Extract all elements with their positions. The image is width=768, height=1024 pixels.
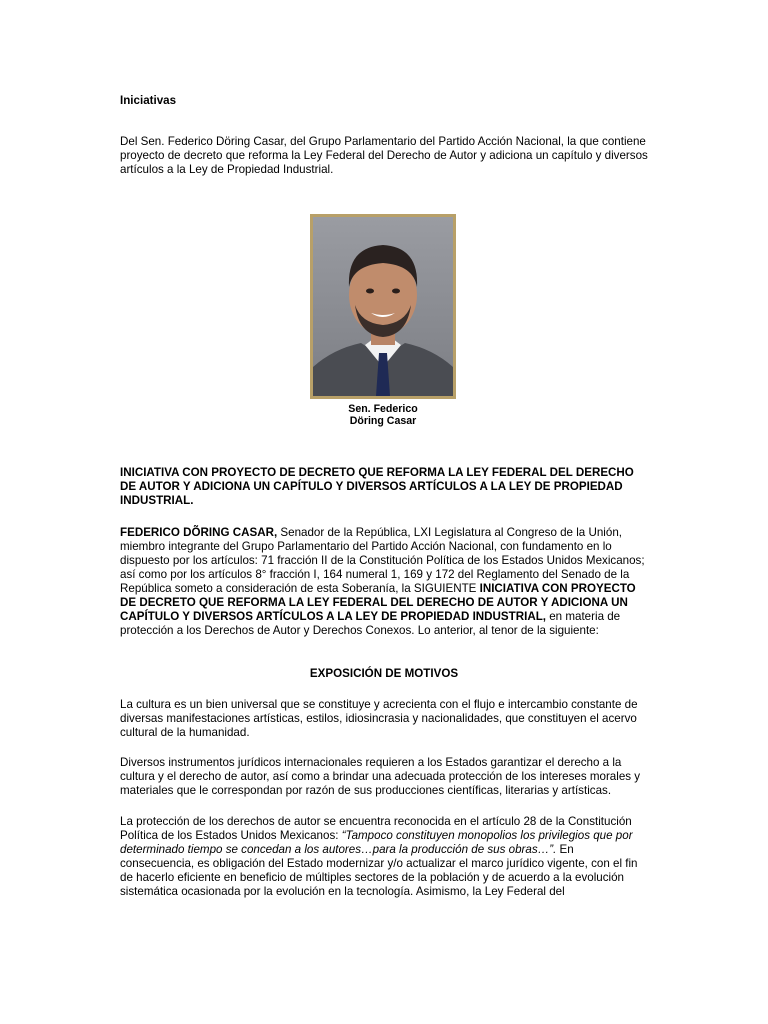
senator-photo xyxy=(310,214,456,399)
intro-paragraph: Del Sen. Federico Döring Casar, del Grupo Parlamentario del Partido Acción Nacional, la que contiene proyecto de decreto que reforma la Ley Federal del Derecho de Autor y adiciona un capítulo y diversos artículos a la Ley de Propiedad Industrial. xyxy=(120,135,648,176)
motivos-heading: EXPOSICIÓN DE MOTIVOS xyxy=(309,667,459,680)
paragraph-1: La cultura es un bien universal que se constituye y acrecienta con el flujo e intercambio constante de diversas manifestaciones artísticas, estilos, idiosincrasia y nacionalidades, que constituyen el acervo cultural de la humanidad. xyxy=(120,698,638,739)
photo-caption xyxy=(310,403,456,427)
section-heading: Iniciativas xyxy=(120,94,177,107)
initiative-title: INICIATIVA CON PROYECTO DE DECRETO QUE REFORMA LA LEY FEDERAL DEL DERECHO DE AUTOR Y ADICIONA UN CAPÍTULO Y DIVERSOS ARTÍCULOS A LA LEY DE PROPIEDAD INDUSTRIAL. xyxy=(120,466,634,507)
caption-line-2: Döring Casar xyxy=(349,415,417,427)
body-bold-title: INICIATIVA CON PROYECTO DE DECRETO QUE REFORMA LA LEY FEDERAL DEL DERECHO DE AUTOR Y ADICIONA UN CAPÍTULO Y DIVERSOS ARTÍCULOS A LA LEY DE PROPIEDAD INDUSTRIAL, xyxy=(120,582,636,623)
body-text-1: Senador de la República, LXI Legislatura al Congreso de la Unión, miembro integrante del Grupo Parlamentario del Partido Acción Nacional, con fundamento en lo dispuesto por los artículos: 71 fracción II de la Constitución Política de los Estados Unidos Mexicanos; así como por los artículos 8° fracción I, 164 numeral 1, 169 y 172 del Reglamento del Senado de la República someto a consideración de esta Soberanía, la SIGUIENTE xyxy=(120,526,645,595)
paragraph-3-quote: “Tampoco constituyen monopolios los privilegios que por determinado tiempo se concedan a los autores…para la producción de sus obras…”. xyxy=(120,829,633,856)
body-text-2: en materia de protección a los Derechos de Autor y Derechos Conexos. Lo anterior, al tenor de la siguiente: xyxy=(120,610,621,637)
caption-line-1: Sen. Federico xyxy=(348,403,418,415)
paragraph-3-text-a: La protección de los derechos de autor se encuentra reconocida en el artículo 28 de la Constitución Política de los Estados Unidos Mexicanos: xyxy=(120,815,632,842)
body-paragraph xyxy=(120,526,648,638)
portrait-image xyxy=(313,217,453,396)
paragraph-2: Diversos instrumentos jurídicos internacionales requieren a los Estados garantizar el derecho a la cultura y el derecho de autor, así como a brindar una adecuada protección de los intereses morales y materiales que le correspondan por razón de sus producciones científicas, literarias y artísticas. xyxy=(120,756,641,797)
paragraph-3 xyxy=(120,815,648,899)
author-name: FEDERICO DÕRING CASAR, xyxy=(120,526,278,539)
paragraph-3-text-b: En consecuencia, es obligación del Estado modernizar y/o actualizar el marco jurídico vigente, con el fin de hacerlo eficiente en beneficio de múltiples sectores de la población y de acuerdo a la evolución sistemática ocasionada por la evolución en la tecnología. Asimismo, la Ley Federal del xyxy=(120,843,638,898)
